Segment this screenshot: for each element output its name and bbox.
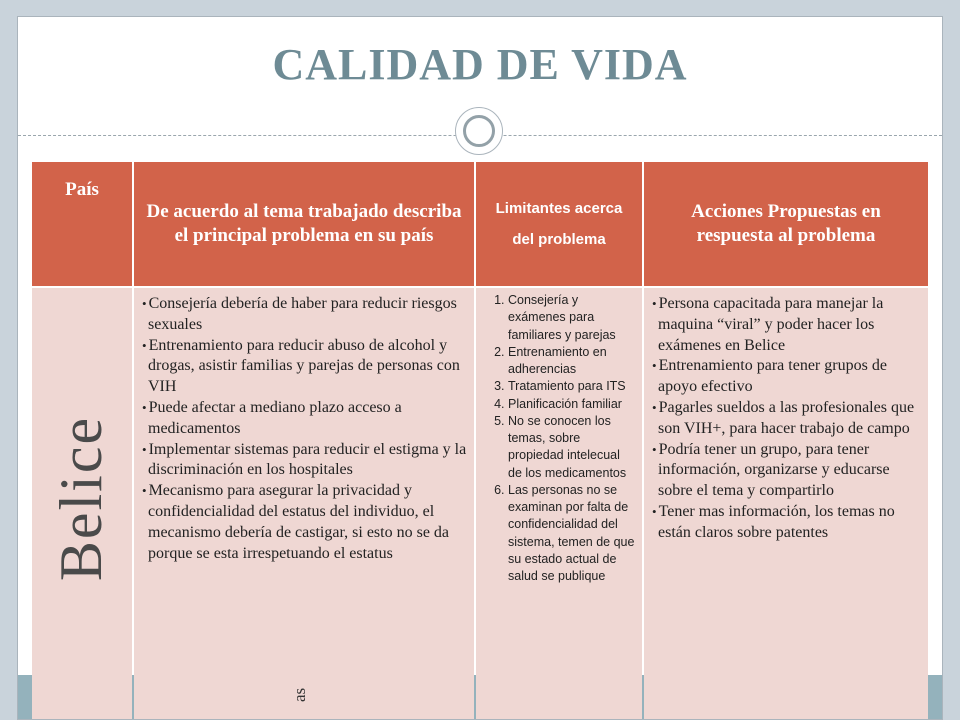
list-item: 5. No se conocen los temas, sobre propiedad intelecual de los medicamentos: [508, 413, 636, 482]
overflow-fragment: as: [290, 687, 309, 702]
list-item: • Entrenamiento para tener grupos de apoyo efectivo: [652, 356, 922, 398]
slide: [17, 16, 943, 720]
list-item: 6. Las personas no se examinan por falta de confidencialidad del sistema, temen de que su estado actual de salud se publique: [508, 482, 636, 586]
slide-title: CALIDAD DE VIDA: [272, 40, 688, 89]
ring-icon: [455, 107, 503, 155]
actions-cell: [644, 288, 928, 720]
list-item: • Puede afectar a mediano plazo acceso a medicamentos: [142, 398, 468, 440]
list-item: • Pagarles sueldos a las profesionales que son VIH+, para hacer trabajo de campo: [652, 398, 922, 440]
list-item: • Tener mas información, los temas no están claros sobre patentes: [652, 502, 922, 544]
list-item: • Entrenamiento para reducir abuso de alcohol y drogas, asistir familias y parejas de personas con VIH: [142, 336, 468, 398]
limitations-list: [476, 288, 642, 585]
actions-list: [644, 288, 928, 544]
header-pais: País: [32, 162, 132, 286]
list-item: 4. Planificación familiar: [508, 396, 636, 413]
header-limitantes: Limitantes acerca del problema: [476, 162, 642, 286]
list-item: • Mecanismo para asegurar la privacidad y confidencialidad del estatus del individuo, el mecanismo debería de castigar, si esto no se da porque se esta irrespetuando el estatus: [142, 481, 468, 564]
problems-cell: [134, 288, 474, 720]
quality-of-life-table: [32, 162, 928, 720]
country-name: Belice: [48, 415, 115, 581]
list-item: • Implementar sistemas para reducir el estigma y la discriminación en los hospitales: [142, 440, 468, 482]
list-item: 2. Entrenamiento en adherencias: [508, 344, 636, 379]
list-item: • Consejería debería de haber para reducir riesgos sexuales: [142, 294, 468, 336]
list-item: • Persona capacitada para manejar la maquina “viral” y poder hacer los exámenes en Belice: [652, 294, 922, 356]
list-item: 1. Consejería y exámenes para familiares y parejas: [508, 292, 636, 344]
header-problema: De acuerdo al tema trabajado describa el principal problema en su país: [134, 162, 474, 286]
problems-list: [134, 288, 474, 564]
country-cell: [32, 288, 132, 720]
list-item: • Podría tener un grupo, para tener información, organizarse y educarse sobre el tema y compartirlo: [652, 440, 922, 502]
header-acciones: Acciones Propuestas en respuesta al problema: [644, 162, 928, 286]
limitations-cell: [476, 288, 642, 720]
list-item: 3. Tratamiento para ITS: [508, 378, 636, 395]
